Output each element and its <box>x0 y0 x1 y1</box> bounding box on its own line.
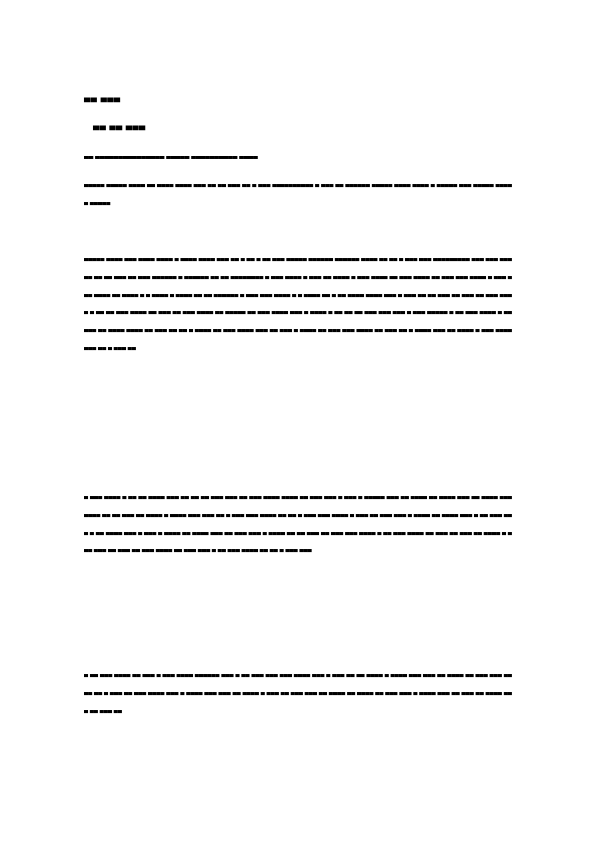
paragraph-1: ▀▀▀▀▀ ▀▀▀▀▀ ▀▀▀▀ ▀▀ ▀▀▀▀ ▀▀▀▀ ▀▀▀ ▀▀ ▀▀ ▀▀▀ ▀▀ ▀ ▀▀▀ ▀▀▀▀▀▀▀▀▀▀ ▀ ▀▀▀ ▀▀ ▀▀▀▀▀▀ ▀▀▀▀▀ ▀▀▀▀ ▀▀▀▀ ▀ ▀▀▀▀▀ ▀▀▀ ▀▀▀▀▀ ▀▀▀▀▀ ▀▀▀▀▀ <box>84 185 512 209</box>
paragraph-4: ▀ ▀▀ ▀▀▀ ▀▀▀▀ ▀▀ ▀▀▀ ▀ ▀▀▀ ▀▀▀▀ ▀▀▀▀▀▀ ▀▀▀ ▀ ▀▀ ▀▀▀ ▀▀▀ ▀▀▀ ▀▀▀▀ ▀▀▀ ▀ ▀▀▀ ▀▀ ▀▀ ▀▀▀▀ ▀ ▀▀▀▀ ▀▀▀ ▀▀▀ ▀▀ ▀▀▀▀ ▀▀ ▀▀▀ ▀▀▀ ▀▀▀▀ ▀▀ ▀ ▀▀▀ ▀▀ ▀▀▀ ▀▀▀▀ ▀▀▀ ▀ ▀▀▀▀ ▀▀▀ ▀▀▀ ▀▀ ▀▀▀▀ ▀ ▀▀▀ ▀▀ ▀▀▀ ▀▀▀ ▀▀ ▀▀▀▀ ▀▀ ▀▀▀▀ ▀▀ ▀▀▀ ▀▀▀ ▀ ▀▀▀▀ ▀▀▀ ▀▀ ▀▀▀ ▀▀ ▀▀▀▀ ▀▀▀ ▀▀ ▀▀▀ ▀▀ <box>84 675 512 717</box>
document-header-line-1: ▀▀ ▀▀▀ <box>84 98 121 107</box>
paragraph-3: ▀ ▀▀▀ ▀▀▀▀ ▀ ▀▀ ▀▀ ▀▀▀▀ ▀▀▀ ▀▀ ▀▀ ▀▀ ▀▀▀ ▀▀▀ ▀▀ ▀▀▀ ▀▀▀▀ ▀▀▀▀ ▀▀ ▀▀▀ ▀▀▀ ▀ ▀▀▀ ▀ ▀▀▀▀▀ ▀▀▀ ▀▀ ▀▀▀▀ ▀▀ ▀▀▀▀ ▀▀▀ ▀▀ ▀▀▀▀ ▀▀▀ ▀▀▀▀ ▀▀ ▀▀ ▀▀▀ ▀▀ ▀▀▀▀ ▀ ▀▀▀▀ ▀▀▀ ▀▀▀ ▀▀ ▀ ▀▀▀ ▀▀▀ ▀▀▀▀ ▀▀ ▀▀ ▀ ▀▀▀ ▀▀▀ ▀▀▀▀ ▀ ▀▀▀ ▀▀ ▀▀▀ ▀▀▀ ▀ ▀▀▀▀ ▀▀ ▀▀▀▀ ▀▀▀ ▀ ▀▀ ▀▀▀ ▀▀▀ ▀ ▀▀ ▀▀▀▀ ▀▀▀ ▀ ▀▀▀ ▀ ▀▀▀▀ ▀▀ ▀▀▀▀ ▀▀▀ ▀▀ ▀▀▀ ▀▀▀ ▀ ▀▀▀▀ ▀▀ ▀▀ ▀▀▀ ▀▀ ▀▀▀ ▀▀▀ ▀▀▀▀ ▀ ▀▀ ▀▀▀ ▀▀▀▀ ▀▀ ▀▀▀ ▀▀ ▀▀▀ ▀▀ ▀▀▀▀ ▀ ▀▀▀ ▀▀▀ ▀▀ ▀▀▀ ▀▀ ▀▀▀ ▀▀▀▀ ▀▀ ▀▀▀ ▀▀▀ ▀ ▀▀ ▀▀▀ ▀▀▀▀ ▀▀ ▀▀ ▀ ▀▀▀ ▀▀▀ <box>84 497 512 557</box>
document-header-line-2: ▀▀ ▀▀ ▀▀▀ <box>93 126 146 135</box>
document-heading: ▀▀ ▀▀▀▀▀▀▀▀▀▀▀▀▀▀▀ ▀▀▀▀▀ ▀▀▀▀▀▀▀▀▀▀ ▀▀▀▀ <box>84 156 258 163</box>
paragraph-2: ▀▀▀▀▀ ▀▀▀▀ ▀▀▀ ▀▀▀▀ ▀▀▀▀ ▀ ▀▀▀▀ ▀▀▀▀ ▀▀▀ ▀▀ ▀ ▀▀ ▀ ▀▀ ▀▀▀ ▀▀▀▀▀ ▀▀▀▀▀▀ ▀▀▀▀▀▀ ▀▀▀▀ ▀▀ ▀▀ ▀ ▀▀▀ ▀▀▀ ▀▀▀▀▀▀▀▀▀ ▀▀▀ ▀▀▀ ▀▀▀▀▀ ▀▀ ▀▀ ▀▀▀ ▀▀ ▀▀▀ ▀▀▀▀▀▀ ▀ ▀▀▀▀▀▀ ▀▀ ▀▀ ▀▀▀▀▀▀▀▀ ▀ ▀▀▀ ▀▀▀▀ ▀ ▀▀▀ ▀▀ ▀▀▀▀ ▀ ▀▀▀ ▀▀▀▀ ▀▀ ▀▀▀ ▀▀▀▀ ▀▀ ▀▀▀ ▀▀▀ ▀▀▀▀ ▀ ▀▀▀ ▀▀▀ ▀▀▀▀ ▀▀ ▀▀▀▀ ▀ ▀ ▀▀▀▀ ▀ ▀▀▀▀ ▀▀ ▀▀ ▀▀▀▀▀▀ ▀ ▀▀▀ ▀▀▀ ▀▀▀▀ ▀ ▀ ▀▀▀▀ ▀▀ ▀ ▀▀ ▀▀▀▀ ▀▀▀▀ ▀▀▀ ▀ ▀▀▀ ▀▀ ▀▀ ▀▀▀ ▀▀ ▀▀▀ ▀▀ ▀▀▀ ▀▀▀▀ ▀ ▀▀ ▀▀ ▀▀▀ ▀▀▀▀ ▀▀ ▀▀▀ ▀▀ ▀▀▀ ▀▀▀▀ ▀▀ ▀▀▀▀▀ ▀▀ ▀▀▀ ▀▀▀▀ ▀▀▀ ▀ ▀▀▀▀ ▀ ▀▀ ▀▀ ▀▀ ▀▀▀ ▀▀▀ ▀▀▀ ▀ ▀▀▀ ▀▀▀▀▀ ▀ ▀▀ ▀▀▀ ▀▀▀▀ ▀ ▀▀ ▀▀▀ ▀▀ ▀▀▀▀ ▀▀▀▀ ▀▀ ▀▀▀ ▀▀ ▀▀ ▀ ▀▀▀▀ ▀▀ ▀▀▀ ▀▀▀▀ ▀▀▀ ▀▀ ▀▀▀ ▀ ▀▀▀▀ ▀▀ ▀▀▀ ▀▀▀ ▀▀▀▀ ▀▀ ▀▀▀ ▀▀ ▀ ▀▀▀▀ ▀▀▀ ▀▀ ▀▀▀▀ ▀ ▀▀▀ ▀▀▀▀ ▀▀▀ ▀▀ ▀ ▀▀▀ ▀▀ <box>84 259 512 354</box>
